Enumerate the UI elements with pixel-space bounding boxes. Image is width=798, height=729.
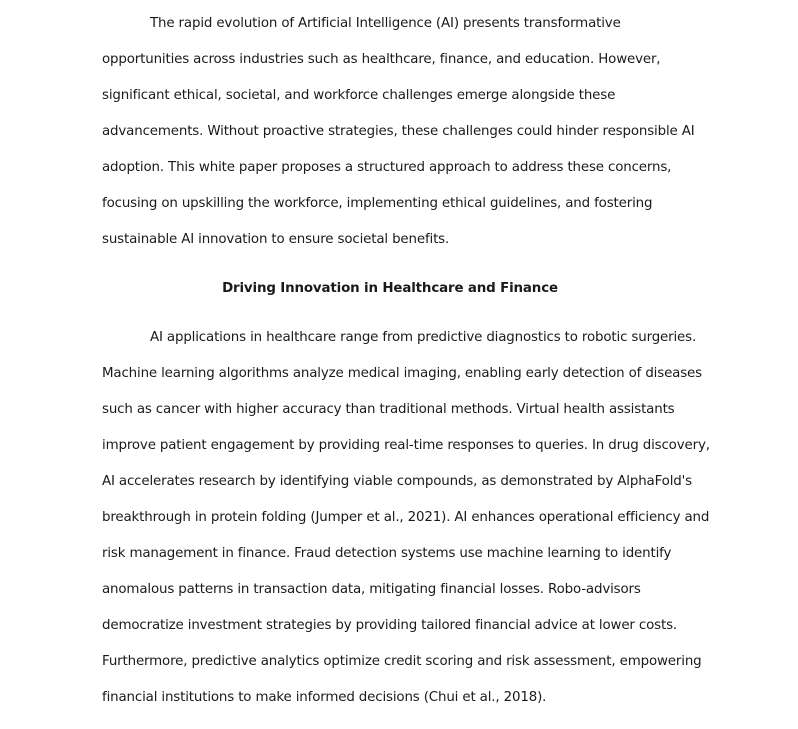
section-line: Furthermore, predictive analytics optimize credit scoring and risk assessment, empowering (102, 654, 702, 669)
section-line: risk management in finance. Fraud detection systems use machine learning to identify (102, 546, 672, 561)
intro-line: focusing on upskilling the workforce, implementing ethical guidelines, and fostering (102, 196, 653, 211)
section-line: AI applications in healthcare range from predictive diagnostics to robotic surgeries. (150, 330, 697, 345)
intro-line: The rapid evolution of Artificial Intelligence (AI) presents transformative (150, 16, 621, 31)
section-line: anomalous patterns in transaction data, mitigating financial losses. Robo-advisors (102, 582, 641, 597)
intro-line: significant ethical, societal, and workforce challenges emerge alongside these (102, 88, 616, 103)
section-line: AI accelerates research by identifying viable compounds, as demonstrated by AlphaFold's (102, 474, 692, 489)
section-line: improve patient engagement by providing real-time responses to queries. In drug discovery, (102, 438, 710, 453)
intro-line: advancements. Without proactive strategies, these challenges could hinder responsible AI (102, 124, 695, 139)
section-line: financial institutions to make informed decisions (Chui et al., 2018). (102, 690, 547, 705)
section-line: democratize investment strategies by providing tailored financial advice at lower costs. (102, 618, 678, 633)
section-line: breakthrough in protein folding (Jumper et al., 2021). AI enhances operational efficiency and (102, 510, 710, 525)
intro-line: adoption. This white paper proposes a structured approach to address these concerns, (102, 160, 672, 175)
section-line: such as cancer with higher accuracy than traditional methods. Virtual health assistants (102, 402, 675, 417)
section-heading: Driving Innovation in Healthcare and Finance (222, 281, 558, 296)
section-line: Machine learning algorithms analyze medical imaging, enabling early detection of diseases (102, 366, 702, 381)
intro-line: opportunities across industries such as healthcare, finance, and education. However, (102, 52, 661, 67)
intro-line: sustainable AI innovation to ensure societal benefits. (102, 232, 450, 247)
